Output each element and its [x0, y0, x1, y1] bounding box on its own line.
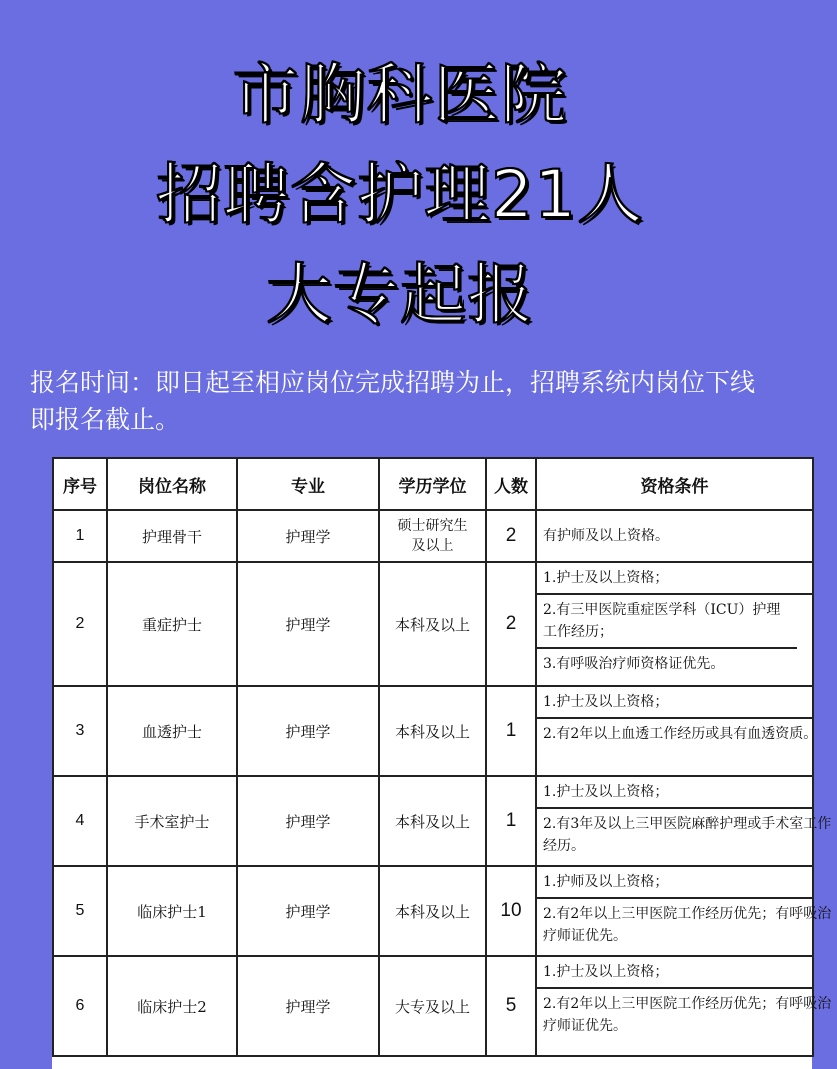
- requirement-item: 2.有2年以上三甲医院工作经历优先；有呼吸治疗师证优先。: [543, 906, 832, 944]
- requirement-item: 2.有3年及以上三甲医院麻醉护理或手术室工作经历。: [543, 816, 832, 854]
- cell-requirements: [536, 776, 832, 866]
- recruitment-table: [52, 457, 832, 1057]
- requirement-item: 2.有2年以上三甲医院工作经历优先；有呼吸治疗师证优先。: [543, 996, 832, 1034]
- table-row: [53, 510, 813, 562]
- cell-major: 护理学: [237, 866, 379, 956]
- cell-requirements: [536, 562, 813, 686]
- cell-no: 5: [53, 866, 107, 956]
- cell-no: 2: [53, 562, 107, 686]
- title-line-3: 大专起报: [266, 256, 534, 333]
- cell-degree-line-2: 及以上: [411, 538, 454, 554]
- cell-no: 4: [53, 776, 107, 866]
- cell-degree: 本科及以上: [379, 686, 486, 776]
- requirement-item: 1.护士及以上资格；: [537, 687, 812, 719]
- requirement-item: 2.有2年以上血透工作经历或具有血透资质。: [543, 726, 818, 742]
- cell-position: 重症护士: [107, 562, 237, 686]
- recruitment-table-image: [52, 457, 832, 1069]
- cell-major: 护理学: [237, 562, 379, 686]
- cell-count: 10: [486, 866, 536, 956]
- cell-degree-line-1: 硕士研究生: [397, 518, 468, 534]
- header-no: 序号: [53, 458, 107, 510]
- cell-degree: [379, 510, 486, 562]
- requirement-item: 1.护士及以上资格；: [537, 957, 812, 989]
- title-line-1: 市胸科医院: [232, 56, 568, 133]
- cell-no: 3: [53, 686, 107, 776]
- requirement-item: 1.护士及以上资格；: [537, 563, 812, 595]
- cell-degree: 大专及以上: [379, 956, 486, 1056]
- registration-notice: 报名时间：即日起至相应岗位完成招聘为止，招聘系统内岗位下线即报名截止。: [30, 368, 756, 434]
- cell-no: 6: [53, 956, 107, 1056]
- requirement-item: 3.有呼吸治疗师资格证优先。: [543, 656, 725, 672]
- cell-position: 手术室护士: [107, 776, 237, 866]
- cell-requirements: [536, 510, 813, 562]
- cell-position: 临床护士1: [107, 866, 237, 956]
- table-row: [53, 776, 813, 866]
- table-row: [53, 956, 813, 1056]
- header-degree: 学历学位: [379, 458, 486, 510]
- table-row: [53, 866, 813, 956]
- cell-major: 护理学: [237, 956, 379, 1056]
- cell-position: 临床护士2: [107, 956, 237, 1056]
- requirement-item: 有护师及以上资格。: [543, 528, 669, 544]
- title-line-2: 招聘含护理21人: [156, 156, 644, 233]
- cell-requirements: [536, 686, 818, 776]
- cell-position: 护理骨干: [107, 510, 237, 562]
- cell-count: 2: [486, 510, 536, 562]
- cell-major: 护理学: [237, 776, 379, 866]
- cell-degree: 本科及以上: [379, 776, 486, 866]
- cell-major: 护理学: [237, 686, 379, 776]
- cell-degree: 本科及以上: [379, 866, 486, 956]
- header-requirements: 资格条件: [536, 458, 813, 510]
- table-header-row: [53, 458, 813, 510]
- requirement-item: 1.护士及以上资格；: [537, 777, 812, 809]
- header-position: 岗位名称: [107, 458, 237, 510]
- cell-major: 护理学: [237, 510, 379, 562]
- cell-requirements: [536, 866, 832, 956]
- cell-count: 5: [486, 956, 536, 1056]
- cell-count: 1: [486, 776, 536, 866]
- cell-count: 1: [486, 686, 536, 776]
- header-count: 人数: [486, 458, 536, 510]
- requirement-item: 1.护师及以上资格；: [537, 867, 812, 899]
- cell-no: 1: [53, 510, 107, 562]
- cell-degree: 本科及以上: [379, 562, 486, 686]
- requirement-item: 2.有三甲医院重症医学科（ICU）护理工作经历；: [537, 595, 797, 649]
- table-row: [53, 562, 813, 686]
- cell-count: 2: [486, 562, 536, 686]
- header-major: 专业: [237, 458, 379, 510]
- cell-position: 血透护士: [107, 686, 237, 776]
- cell-requirements: [536, 956, 832, 1056]
- table-row: [53, 686, 813, 776]
